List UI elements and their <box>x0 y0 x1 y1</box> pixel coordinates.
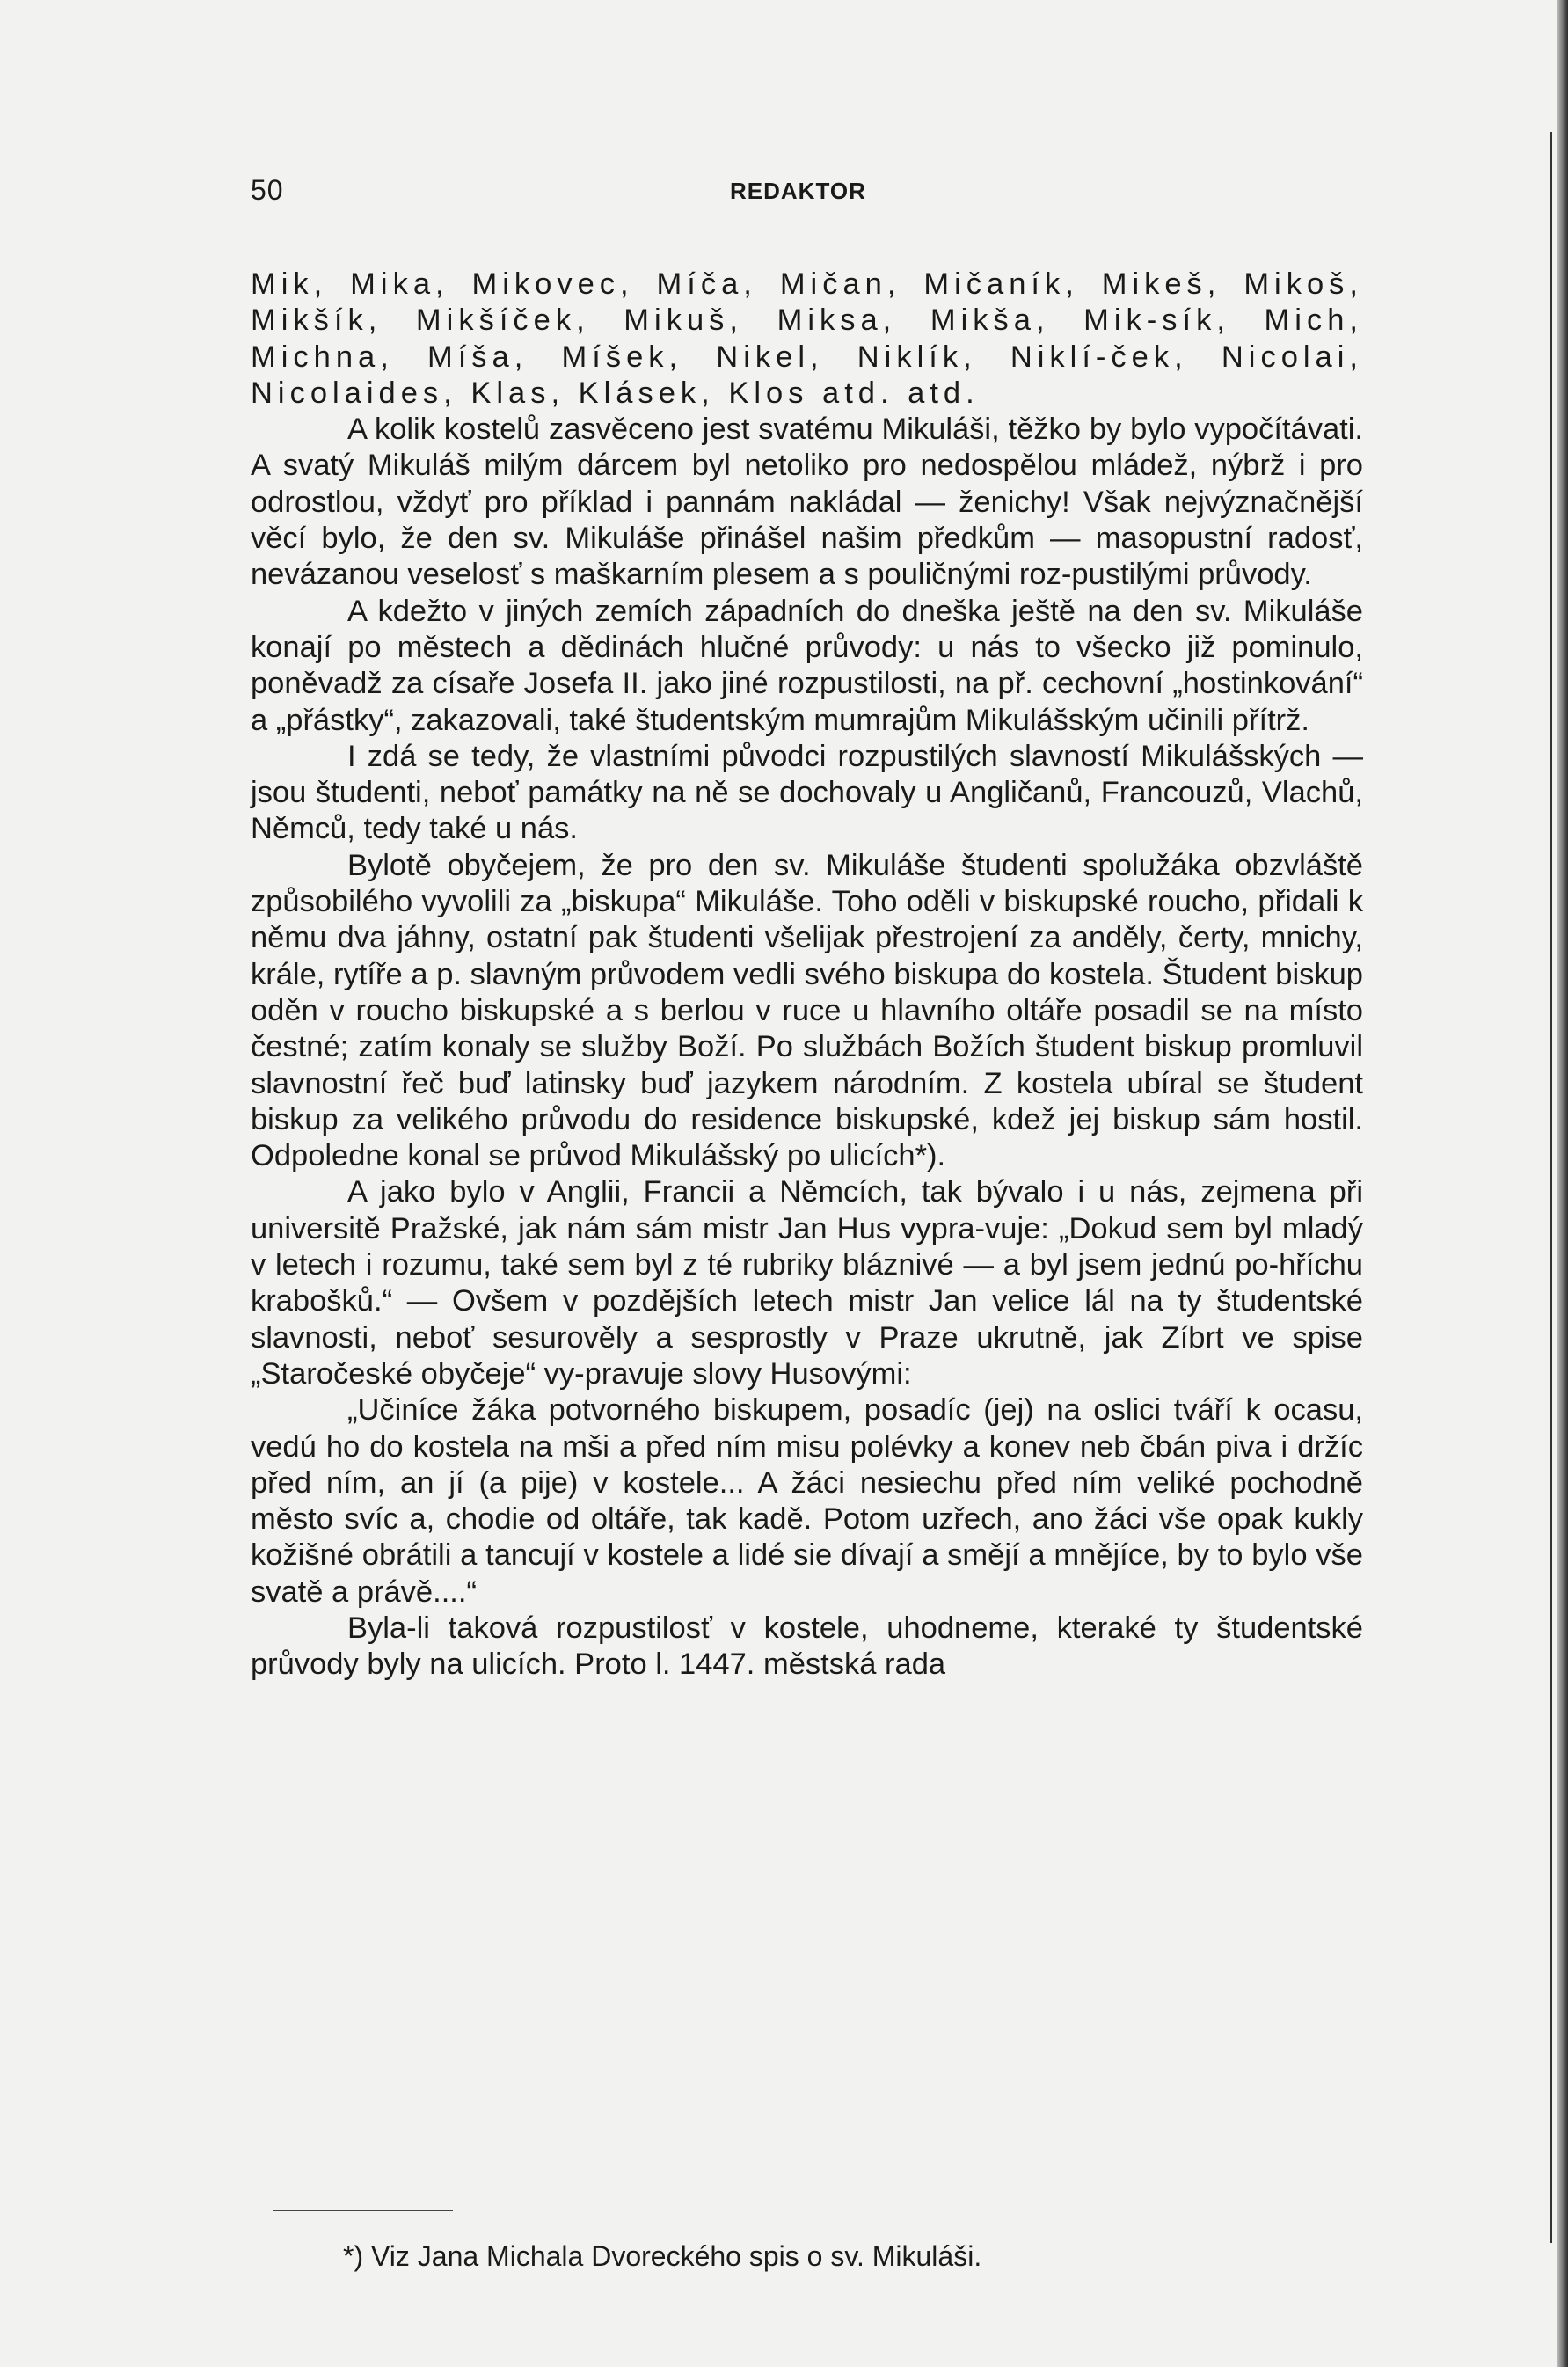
paragraph: Byla-li taková rozpustilosť v kostele, uhodneme, kteraké ty študentské průvody byly na ulicích. Proto l. 1447. městská rada <box>251 1611 1363 1682</box>
paragraph: A kdežto v jiných zemích západních do dneška ještě na den sv. Mikuláše konají po městech a dědinách hlučné průvody: u nás to všecko již pominulo, poněvadž za císaře Josefa II. jako jiné rozpustilosti, na př. cechovní „hostinkování“ a „přástky“, zakazovali, také študentským mumrajům Mikulášským učinili přítrž. <box>251 594 1363 737</box>
running-title: REDAKTOR <box>730 178 866 204</box>
paragraph: I zdá se tedy, že vlastními původci rozpustilých slavností Mikulášských — jsou študenti, neboť památky na ně se dochovaly u Angličanů, Francouzů, Vlachů, Němců, tedy také u nás. <box>251 739 1363 846</box>
body-text <box>251 267 1363 1684</box>
page-edge-shadow <box>1557 0 1568 2367</box>
footnote: *) Viz Jana Michala Dvoreckého spis o sv. Mikuláši. <box>343 2240 982 2272</box>
paragraph: A kolik kostelů zasvěceno jest svatému Mikuláši, těžko by bylo vypočítávati. A svatý Mikuláš milým dárcem byl netoliko pro nedospělou mládež, nýbrž i pro odrostlou, vždyť pro příklad i pannám nakládal — ženichy! Však nejvýznačnější věcí bylo, že den sv. Mikuláše přinášel našim předkům — masopustní radosť, nevázanou veselosť s maškarním plesem a s pouličnými roz-pustilými průvody. <box>251 413 1363 592</box>
quotation-paragraph: „Učiníce žáka potvorného biskupem, posadíc (jej) na oslici tváří k ocasu, vedú ho do kostela na mši a před ním misu polévky a konev neb čbán piva i držíc před ním, an jí (a pije) v kostele... A žáci nesiechu před ním veliké pochodně město svíc a, chodie od oltáře, tak kadě. Potom uzřech, ano žáci vše opak kukly kožišné obrátili a tancují v kostele a lidé sie dívají a smějí a mnějíce, by to bylo vše svatě a právě....“ <box>251 1393 1363 1609</box>
page-header <box>251 174 1381 209</box>
paragraph: A jako bylo v Anglii, Francii a Němcích, tak bývalo i u nás, zejmena při universitě Pražské, jak nám sám mistr Jan Hus vypra-vuje: „Dokud sem byl mladý v letech i rozumu, také sem byl z té rubriky bláznivé — a byl jsem jednú po-hříchu krabošků.“ — Ovšem v pozdějších letech mistr Jan velice lál na ty študentské slavnosti, neboť sesurověly a sesprostly v Praze ukrutně, jak Zíbrt ve spise „Staročeské obyčeje“ vy-pravuje slovy Husovými: <box>251 1175 1363 1391</box>
footnote-divider <box>273 2210 453 2211</box>
page-edge-line <box>1550 132 1552 2243</box>
paragraph-name-list: Mik, Mika, Mikovec, Míča, Mičan, Mičaník, Mikeš, Mikoš, Mikšík, Mikšíček, Mikuš, Miksa, Mikša, Mik-sík, Mich, Michna, Míša, Míšek, Nikel, Niklík, Niklí-ček, Nicolai, Nicolaides, Klas, Klásek, Klos atd. atd. <box>251 267 1363 410</box>
paragraph: Bylotě obyčejem, že pro den sv. Mikuláše študenti spolužáka obzvláště způsobilého vyvolili za „biskupa“ Mikuláše. Toho oděli v biskupské roucho, přidali k němu dva jáhny, ostatní pak študenti všelijak přestrojení za anděly, čerty, mnichy, krále, rytíře a p. slavným průvodem vedli svého biskupa do kostela. Študent biskup oděn v roucho biskupské a s berlou v ruce u hlavního oltáře posadil se na místo čestné; zatím konaly se služby Boží. Po službách Božích študent biskup promluvil slavnostní řeč buď latinsky buď jazykem národním. Z kostela ubíral se študent biskup za velikého průvodu do residence biskupské, kdež jej biskup sám hostil. Odpoledne konal se průvod Mikulášský po ulicích*). <box>251 848 1363 1173</box>
page-number: 50 <box>251 174 284 206</box>
